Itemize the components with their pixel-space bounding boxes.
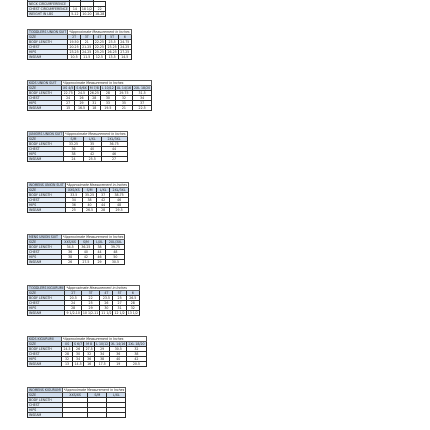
row-label: INSEAM	[28, 260, 62, 265]
baby-size-chart	[27, 0, 106, 17]
measurement-cell: 22.25	[94, 40, 104, 44]
table-title-row	[28, 388, 126, 393]
table-row	[28, 12, 106, 17]
size-header: SIZE	[28, 35, 68, 40]
row-label: BODY LENGTH	[28, 398, 63, 403]
measurement-cell: 25	[65, 208, 82, 213]
measurement-cell: 15	[62, 106, 75, 111]
table-title-row	[28, 286, 140, 291]
size-column-header: L/XL	[93, 240, 106, 245]
row-label: NECK CIRCUMFERENCE	[28, 2, 70, 7]
measurement-cell: 24.25	[120, 45, 130, 49]
measurement-cell: 42	[83, 152, 101, 157]
table-row	[28, 142, 128, 147]
row-label: CHEST	[28, 352, 62, 357]
measurement-cell: 14.5	[118, 55, 131, 60]
measurement-cell: 48	[106, 250, 125, 255]
size-column-header: XXS/XS	[62, 240, 79, 245]
measurement-note: *Approximate Measurement in Inches	[65, 286, 139, 291]
table-title: TODDLERS UNION SUIT	[29, 30, 67, 34]
measurement-cell	[107, 413, 126, 418]
size-column-header: M 7/8	[89, 86, 99, 90]
measurement-cell: 26	[75, 96, 88, 101]
size-header: SIZE	[28, 137, 64, 142]
measurement-cell: 44	[101, 147, 127, 152]
measurement-cell: 24.5	[75, 91, 88, 96]
table-row	[28, 362, 147, 367]
row-label: BODY LENGTH	[28, 193, 66, 198]
measurement-cell: 14.5	[73, 362, 84, 367]
table-row	[28, 157, 128, 162]
size-column-header: 2T	[68, 35, 81, 40]
measurement-cell: 22	[94, 7, 106, 12]
measurement-cell: 32	[62, 357, 73, 362]
measurement-cell: 22	[81, 296, 99, 301]
measurement-cell: 26	[73, 347, 84, 352]
measurement-cell: 38	[95, 357, 110, 362]
size-column-header: S 6/7	[74, 342, 83, 346]
measurement-cell: 25.5	[83, 157, 101, 162]
size-column-header: 4T	[100, 291, 113, 296]
measurement-cell: 32	[126, 306, 139, 311]
size-column-header: XS	[62, 342, 73, 347]
measurement-cell: 32	[84, 352, 95, 357]
measurement-cell	[88, 413, 107, 418]
measurement-cell: 38	[62, 255, 79, 260]
measurement-cell: 34	[133, 96, 152, 101]
measurement-cell: 35	[83, 142, 101, 147]
size-table	[27, 285, 140, 316]
measurement-cell: 30	[100, 96, 115, 101]
size-column-header: L/XL	[107, 393, 126, 398]
row-label: BODY LENGTH	[28, 91, 62, 96]
measurement-cell: 21.25	[82, 45, 92, 49]
measurement-cell: 33	[100, 101, 115, 106]
size-table	[27, 336, 147, 367]
measurement-cell: 36	[62, 250, 79, 255]
size-header: SIZE	[28, 393, 63, 398]
mens-union-suit-chart	[27, 234, 125, 265]
size-column-header: M 8	[84, 342, 95, 347]
measurement-cell: 36	[65, 203, 82, 208]
measurement-cell: 28	[100, 91, 115, 96]
row-label: HIPS	[28, 50, 68, 55]
measurement-note: *Approximate Measurement in Inches	[62, 337, 147, 342]
row-label: CHEST CIRCUMFERENCE	[29, 7, 68, 11]
size-header: SIZE	[28, 342, 62, 347]
size-header: SIZE	[28, 291, 65, 296]
measurement-cell: 19.50	[69, 40, 79, 44]
size-column-header: L 10/12	[101, 86, 114, 90]
measurement-cell: 28	[126, 301, 139, 306]
measurement-cell: 37	[133, 101, 152, 106]
size-column-header: 3T	[80, 35, 93, 40]
measurement-cell: 38	[82, 198, 96, 203]
table-row	[28, 413, 126, 418]
row-label: INSEAM	[28, 208, 66, 213]
table-title: WOMENS KIGURUMI	[29, 388, 61, 392]
measurement-cell: 38.75	[110, 193, 129, 198]
size-column-header: XXS/XS	[62, 393, 87, 398]
measurement-cell: 11.5	[80, 55, 93, 60]
measurement-cell: 44	[93, 250, 106, 255]
measurement-cell: 24	[64, 157, 84, 162]
measurement-cell: 36.25	[79, 245, 93, 250]
measurement-cell: 27.5	[85, 347, 93, 351]
measurement-cell: 28	[65, 306, 81, 311]
measurement-cell: 29.75	[115, 91, 132, 96]
measurement-cell: 40	[79, 250, 93, 255]
juniors-union-suit-chart	[27, 131, 128, 162]
measurement-cell: 23.25	[107, 45, 117, 49]
table-row	[28, 311, 140, 316]
measurement-cell: 37	[97, 193, 110, 198]
measurement-cell: 32	[115, 96, 132, 101]
measurement-cell: 13.5	[106, 55, 119, 60]
row-label: WEIGHT IN LBS	[28, 12, 70, 17]
size-header: SIZE	[28, 188, 66, 193]
measurement-cell: 34	[65, 198, 82, 203]
measurement-cell: 22.75	[62, 91, 75, 96]
measurement-cell: 21	[80, 40, 93, 45]
row-label: BODY LENGTH	[28, 245, 62, 250]
table-row	[28, 260, 125, 265]
measurement-cell: 34	[73, 357, 84, 362]
measurement-cell: 26	[62, 260, 79, 265]
table-title: KIDS KIGURUMI	[28, 337, 62, 342]
measurement-cell: 13 1/2	[127, 311, 138, 315]
measurement-cell: 38	[127, 352, 146, 357]
row-label: CHEST	[28, 96, 62, 101]
measurement-cell: 36	[84, 357, 95, 362]
measurement-cell: 33.5	[65, 193, 82, 198]
measurement-cell: 5-12	[71, 12, 79, 16]
measurement-cell: 30	[73, 352, 84, 357]
measurement-cell: 50	[106, 255, 125, 260]
measurement-cell: 31.5	[133, 91, 152, 96]
size-header: SIZE	[28, 86, 62, 91]
row-label: HIPS	[28, 408, 63, 413]
table-row	[28, 208, 129, 213]
row-label: CHEST	[28, 250, 62, 255]
measurement-cell: 42	[97, 198, 110, 203]
size-column-header: XXS/XS	[65, 188, 82, 193]
measurement-cell: 38	[64, 152, 84, 157]
size-column-header: S/M	[82, 188, 96, 193]
kids-kigurumi-chart	[27, 336, 147, 367]
measurement-cell: 23.25	[69, 50, 79, 54]
measurement-cell: 22.5	[133, 106, 152, 111]
size-header: SIZE	[28, 240, 62, 245]
measurement-cell: 20.5	[65, 296, 81, 301]
measurement-cell: 26.5	[126, 296, 139, 301]
measurement-cell: 31	[113, 306, 126, 311]
row-label: HIPS	[28, 255, 62, 260]
measurement-cell: 16.5	[75, 106, 88, 111]
size-column-header: 5T	[106, 35, 119, 40]
measurement-cell: 38	[93, 245, 106, 250]
measurement-cell: 9 1/2-10	[66, 311, 80, 315]
measurement-cell: 25	[113, 296, 126, 301]
measurement-cell: 40	[110, 357, 127, 362]
measurement-cell: 23.5	[106, 40, 119, 45]
measurement-cell: 31	[88, 101, 100, 106]
measurement-cell: 20.5	[127, 362, 146, 367]
row-label: INSEAM	[28, 362, 62, 367]
measurement-cell: 24	[62, 96, 75, 101]
measurement-cell: 46	[101, 152, 127, 157]
measurement-cell: 29.5	[110, 208, 129, 213]
size-column-header: 2XL 18/20	[128, 342, 145, 346]
measurement-cell: 39.75	[106, 245, 125, 250]
womens-kigurumi-chart	[27, 387, 126, 418]
measurement-cell: 34.5	[62, 245, 79, 250]
measurement-cell: 48	[110, 203, 129, 208]
measurement-cell: 33.25	[64, 142, 84, 147]
row-label: HIPS	[28, 203, 66, 208]
size-column-header: S/M	[79, 240, 93, 245]
size-column-header: 2XL 18/20	[134, 86, 151, 90]
row-label: INSEAM	[28, 106, 62, 111]
size-table	[27, 0, 106, 17]
table-title: JUNIORS UNION SUIT	[29, 132, 63, 136]
table-title-row	[28, 30, 132, 35]
measurement-cell: 29	[93, 260, 106, 265]
measurement-cell: 44	[97, 203, 110, 208]
size-column-header: XL 14/16	[116, 86, 132, 90]
measurement-cell	[62, 413, 87, 418]
size-table	[27, 80, 152, 111]
row-label: BODY LENGTH	[28, 142, 64, 147]
size-column-header: L/XL	[83, 137, 101, 142]
measurement-note: *Approximate Measurement in Inches	[69, 30, 130, 34]
table-title-row	[28, 183, 129, 188]
table-title-row	[28, 132, 128, 137]
row-label: INSEAM	[28, 413, 63, 418]
measurement-cell: 42	[79, 255, 93, 260]
measurement-cell: 13	[62, 362, 73, 367]
measurement-cell: 27	[62, 101, 75, 106]
kids-union-suit-chart	[27, 80, 152, 111]
measurement-cell: 32	[127, 347, 146, 352]
row-label: CHEST	[28, 147, 64, 152]
size-column-header: S 6/6X	[76, 86, 87, 90]
row-label: HIPS	[28, 101, 62, 106]
size-table	[27, 182, 129, 213]
table-row	[28, 55, 132, 60]
measurement-cell: 29	[95, 347, 110, 352]
measurement-cell: 18 1/2	[81, 7, 93, 11]
measurement-cell: 10-20	[82, 12, 92, 16]
measurement-cell: 35.25	[82, 193, 96, 198]
measurement-note: *Approximate Measurement in Inches	[66, 183, 128, 187]
size-column-header: 6	[118, 35, 131, 40]
measurement-cell: 28	[97, 208, 110, 213]
size-column-header: S/M	[88, 393, 107, 398]
measurement-cell: 42	[127, 357, 146, 362]
size-column-header: 2XL/3XL	[101, 137, 127, 142]
row-label: BODY LENGTH	[28, 296, 65, 301]
measurement-cell: 10 1/2-11	[82, 311, 99, 315]
measurement-cell: 27	[101, 157, 127, 162]
measurement-cell: 27	[113, 301, 126, 306]
measurement-cell: 29	[81, 306, 99, 311]
measurement-cell: 35	[115, 101, 132, 106]
measurement-cell: 46	[110, 198, 129, 203]
size-column-header: 5T	[113, 291, 126, 296]
measurement-cell: 19	[110, 362, 127, 367]
measurement-cell: 12 1/2	[114, 311, 125, 315]
measurement-cell: 30.5	[110, 347, 127, 352]
measurement-cell: 46	[93, 255, 106, 260]
toddlers-union-suit-chart	[27, 29, 132, 60]
table-title: WOMENS UNION SUIT	[29, 183, 64, 187]
measurement-cell: 12.5	[93, 55, 106, 60]
row-label: CHEST	[28, 45, 68, 50]
measurement-cell: 21	[115, 106, 132, 111]
size-column-header: 3T	[81, 291, 99, 296]
measurement-cell: 26	[100, 301, 113, 306]
measurement-cell: 27.5	[79, 260, 93, 265]
measurement-cell: 24	[65, 301, 81, 306]
measurement-cell: 18-28	[95, 12, 105, 16]
measurement-note: *Approximate Measurement in Inches	[63, 235, 124, 239]
size-column-header: 2T	[65, 291, 81, 296]
womens-union-suit-chart	[27, 182, 129, 213]
measurement-cell: 25	[81, 301, 99, 306]
measurement-cell: 27.25	[120, 50, 130, 54]
measurement-cell: 23.5	[100, 296, 113, 301]
measurement-cell: 17.5	[95, 362, 110, 367]
row-label: CHEST	[28, 301, 65, 306]
size-column-header: 6	[126, 291, 139, 296]
measurement-cell: 30	[100, 306, 113, 311]
measurement-cell: 11 1/2	[101, 311, 112, 315]
measurement-cell: 14	[69, 7, 80, 12]
measurement-cell: 24.5	[63, 347, 71, 351]
size-column-header: S/M	[64, 137, 84, 142]
measurement-cell: 26.5	[82, 208, 96, 213]
measurement-cell: 36.75	[101, 142, 127, 147]
measurement-cell: 22.25	[94, 45, 104, 49]
measurement-cell: 40	[82, 203, 96, 208]
measurement-cell: 29	[75, 101, 88, 106]
measurement-cell: 26.25	[107, 50, 117, 54]
row-label: HIPS	[28, 152, 64, 157]
measurement-cell: 36	[64, 147, 84, 152]
measurement-cell: 10.5	[68, 55, 81, 60]
size-table	[27, 29, 132, 60]
row-label: HIPS	[28, 357, 62, 362]
row-label: HIPS	[28, 306, 65, 311]
measurement-cell: 18	[88, 106, 100, 111]
size-column-header: XS 4/5	[63, 86, 74, 90]
size-column-header: L/XL	[97, 188, 110, 193]
row-label: INSEAM	[28, 311, 65, 316]
size-table	[27, 234, 125, 265]
table-title: KIDS UNION SUIT	[28, 81, 62, 86]
measurement-cell: 24.75	[120, 40, 130, 44]
size-column-header: 4T	[93, 35, 106, 40]
row-label: BODY LENGTH	[28, 347, 62, 352]
row-label: CHEST	[28, 198, 66, 203]
table-title: TODDLERS KIGURUMI	[29, 286, 64, 290]
toddlers-kigurumi-chart	[27, 285, 140, 316]
size-column-header: 2XL/3XL	[110, 188, 129, 193]
measurement-cell: 28	[88, 96, 100, 101]
row-label: CHEST	[28, 403, 63, 408]
measurement-cell: 34	[95, 352, 110, 357]
measurement-cell: 16	[84, 362, 95, 367]
size-column-header: 2XL/3XL	[106, 240, 125, 245]
measurement-cell: 30.5	[106, 260, 125, 265]
size-column-header: L 10/12	[96, 342, 109, 346]
measurement-cell: 25.25	[94, 50, 104, 54]
table-row	[28, 106, 152, 111]
row-label: INSEAM	[28, 55, 68, 60]
size-column-header: XL 14/16	[111, 342, 126, 346]
measurement-note: *Approximate Measurement in Inches	[63, 388, 125, 392]
measurement-cell: 40	[83, 147, 101, 152]
measurement-note: *Approximate Measurement in Inches	[65, 132, 126, 136]
table-title-row	[28, 235, 125, 240]
measurement-cell: 28	[62, 352, 73, 357]
size-table	[27, 387, 126, 418]
measurement-cell: 36	[110, 352, 127, 357]
table-title: MENS UNION SUIT	[28, 235, 62, 240]
row-label: BODY LENGTH	[28, 40, 68, 45]
measurement-cell: 26.25	[89, 91, 99, 95]
row-label: INSEAM	[28, 157, 64, 162]
measurement-cell: 24.25	[82, 50, 92, 54]
measurement-note: *Approximate Measurement in Inches	[62, 81, 152, 86]
size-table	[27, 131, 128, 162]
measurement-cell: 19.5	[100, 106, 115, 111]
measurement-cell: 20.25	[69, 45, 79, 49]
